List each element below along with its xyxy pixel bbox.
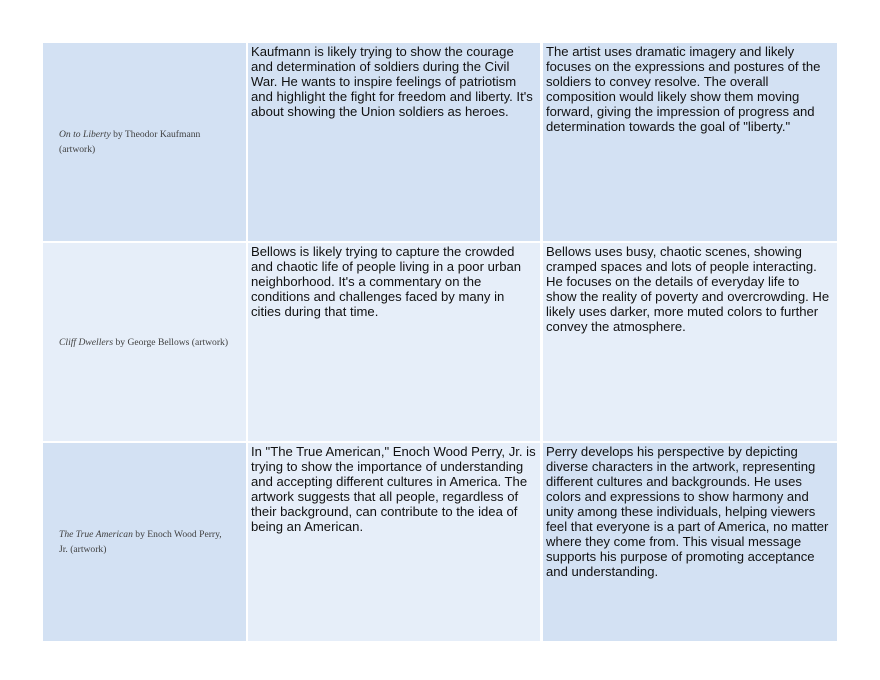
artwork-title-cell	[43, 243, 246, 441]
table-row	[43, 443, 837, 641]
purpose-cell: In "The True American," Enoch Wood Perry, Jr. is trying to show the importance of understanding and accepting different cultures in America. The artwork suggests that all people, regardless of their background, can contribute to the idea of being an American.	[248, 443, 540, 641]
table-row	[43, 243, 837, 441]
devices-cell: Perry develops his perspective by depicting diverse characters in the artwork, representing different cultures and backgrounds. He uses colors and expressions to show harmony and unity among these individuals, helping viewers feel that everyone is a part of America, no matter where they come from. This visual message supports his purpose of promoting acceptance and understanding.	[543, 443, 837, 641]
artwork-title-text	[59, 335, 228, 350]
artwork-title-text	[59, 127, 232, 157]
purpose-cell: Kaufmann is likely trying to show the courage and determination of soldiers during the Civil War. He wants to inspire feelings of patriotism and highlight the fight for freedom and liberty. It's about showing the Union soldiers as heroes.	[248, 43, 540, 241]
devices-cell: Bellows uses busy, chaotic scenes, showing cramped spaces and lots of people interacting. He focuses on the details of everyday life to show the reality of poverty and overcrowding. He likely uses darker, more muted colors to further convey the atmosphere.	[543, 243, 837, 441]
artwork-title: The True American	[59, 529, 133, 540]
devices-cell: The artist uses dramatic imagery and likely focuses on the expressions and postures of the soldiers to convey resolve. The overall composition would likely show them moving forward, giving the impression of progress and determination towards the goal of "liberty."	[543, 43, 837, 241]
artwork-title-text	[59, 527, 232, 557]
artwork-credit: by Theodor Kaufmann (artwork)	[59, 129, 201, 155]
artwork-title-cell	[43, 443, 246, 641]
artwork-credit: by George Bellows (artwork)	[113, 336, 229, 348]
table-row	[43, 43, 837, 241]
artwork-title: On to Liberty	[59, 129, 111, 140]
artwork-title-cell	[43, 43, 246, 241]
purpose-cell: Bellows is likely trying to capture the crowded and chaotic life of people living in a poor urban neighborhood. It's a commentary on the conditions and challenges faced by many in cities during that time.	[248, 243, 540, 441]
artwork-title: Cliff Dwellers	[59, 336, 114, 348]
artwork-analysis-table	[43, 43, 837, 641]
artwork-credit: by Enoch Wood Perry, Jr. (artwork)	[59, 529, 222, 555]
